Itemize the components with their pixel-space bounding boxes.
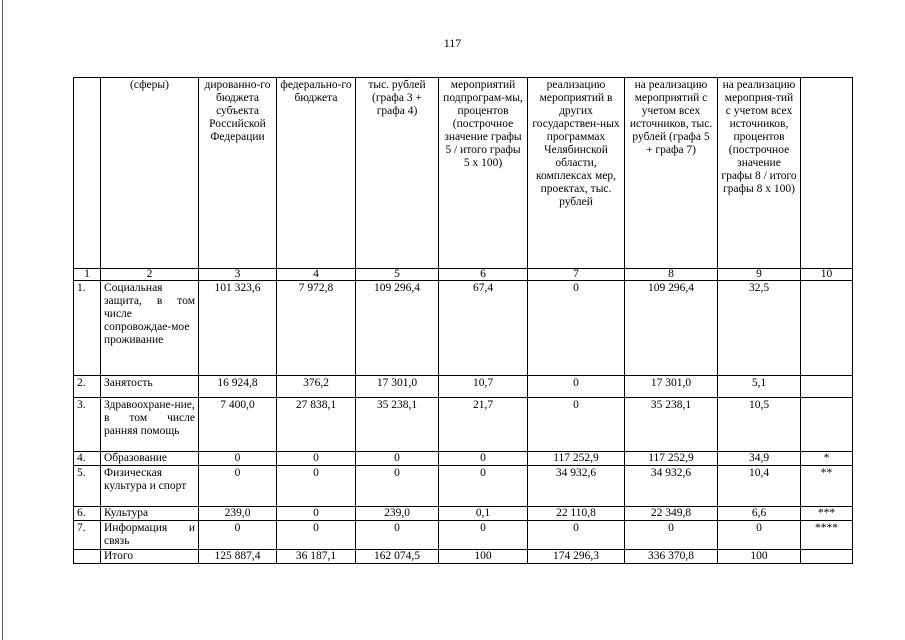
cell-all-sources-percent: 10,4 — [718, 466, 801, 507]
column-number: 1 — [74, 269, 101, 281]
cell-note: *** — [801, 507, 853, 521]
cell-total-subprogram: 0 — [356, 452, 439, 466]
cell-regional-budget: 101 323,6 — [199, 281, 277, 376]
table-row — [74, 466, 853, 507]
header-cell: на реализацию мероприятий с учетом всех источников, тыс. рублей (графа 5 + графа 7) — [625, 78, 718, 269]
row-number: 4. — [74, 452, 101, 466]
cell-other-programs: 174 296,3 — [528, 550, 625, 564]
cell-subprogram-percent: 0 — [439, 452, 528, 466]
header-cell: федерально-го бюджета — [277, 78, 356, 269]
cell-subprogram-percent: 0 — [439, 466, 528, 507]
cell-all-sources: 109 296,4 — [625, 281, 718, 376]
cell-note — [801, 376, 853, 398]
row-number: 1. — [74, 281, 101, 376]
column-number: 8 — [625, 269, 718, 281]
header-cell: на реализацию мероприя-тий с учетом всех источников, процентов (построчное значение графы 8 / итого графы 8 х 100) — [718, 78, 801, 269]
cell-subprogram-percent: 0 — [439, 521, 528, 550]
cell-federal-budget: 36 187,1 — [277, 550, 356, 564]
cell-all-sources-percent: 100 — [718, 550, 801, 564]
cell-subprogram-percent: 100 — [439, 550, 528, 564]
column-number: 4 — [277, 269, 356, 281]
cell-all-sources: 22 349,8 — [625, 507, 718, 521]
budget-table — [73, 77, 853, 564]
cell-note — [801, 550, 853, 564]
sphere-name: Занятость — [101, 376, 199, 398]
cell-total-subprogram: 109 296,4 — [356, 281, 439, 376]
cell-regional-budget: 7 400,0 — [199, 398, 277, 452]
cell-all-sources-percent: 0 — [718, 521, 801, 550]
cell-all-sources-percent: 34,9 — [718, 452, 801, 466]
cell-all-sources-percent: 10,5 — [718, 398, 801, 452]
cell-federal-budget: 7 972,8 — [277, 281, 356, 376]
cell-all-sources: 17 301,0 — [625, 376, 718, 398]
cell-note: **** — [801, 521, 853, 550]
cell-all-sources: 0 — [625, 521, 718, 550]
cell-total-subprogram: 35 238,1 — [356, 398, 439, 452]
table-row — [74, 376, 853, 398]
table-row — [74, 521, 853, 550]
table-row — [74, 281, 853, 376]
cell-other-programs: 0 — [528, 281, 625, 376]
page-number: 117 — [443, 36, 462, 50]
row-number: 6. — [74, 507, 101, 521]
column-number: 7 — [528, 269, 625, 281]
sphere-name: Здравоохране-ние, в том числе ранняя помощь — [101, 398, 199, 452]
header-cell: (сферы) — [101, 78, 199, 269]
cell-all-sources-percent: 32,5 — [718, 281, 801, 376]
cell-total-subprogram: 17 301,0 — [356, 376, 439, 398]
cell-all-sources-percent: 6,6 — [718, 507, 801, 521]
table-row — [74, 398, 853, 452]
cell-federal-budget: 0 — [277, 452, 356, 466]
page-edge-line — [2, 0, 3, 640]
column-number: 2 — [101, 269, 199, 281]
cell-all-sources: 336 370,8 — [625, 550, 718, 564]
header-row — [74, 78, 853, 269]
column-number: 5 — [356, 269, 439, 281]
cell-note — [801, 281, 853, 376]
cell-subprogram-percent: 21,7 — [439, 398, 528, 452]
cell-all-sources: 34 932,6 — [625, 466, 718, 507]
header-cell: тыс. рублей (графа 3 + графа 4) — [356, 78, 439, 269]
column-number: 10 — [801, 269, 853, 281]
sphere-name: Физическая культура и спорт — [101, 466, 199, 507]
header-cell: дированно-го бюджета субъекта Российской Федерации — [199, 78, 277, 269]
sphere-name: Итого — [101, 550, 199, 564]
cell-total-subprogram: 0 — [356, 521, 439, 550]
sphere-name: Образование — [101, 452, 199, 466]
cell-other-programs: 117 252,9 — [528, 452, 625, 466]
cell-regional-budget: 0 — [199, 521, 277, 550]
sphere-name: Информация и связь — [101, 521, 199, 550]
cell-federal-budget: 376,2 — [277, 376, 356, 398]
cell-note: ** — [801, 466, 853, 507]
cell-total-subprogram: 0 — [356, 466, 439, 507]
cell-other-programs: 0 — [528, 376, 625, 398]
cell-all-sources: 117 252,9 — [625, 452, 718, 466]
cell-federal-budget: 0 — [277, 521, 356, 550]
cell-subprogram-percent: 67,4 — [439, 281, 528, 376]
cell-other-programs: 0 — [528, 521, 625, 550]
cell-subprogram-percent: 0,1 — [439, 507, 528, 521]
cell-other-programs: 34 932,6 — [528, 466, 625, 507]
cell-regional-budget: 16 924,8 — [199, 376, 277, 398]
column-number: 6 — [439, 269, 528, 281]
row-number: 5. — [74, 466, 101, 507]
cell-federal-budget: 0 — [277, 466, 356, 507]
column-number: 3 — [199, 269, 277, 281]
cell-note: * — [801, 452, 853, 466]
cell-all-sources-percent: 5,1 — [718, 376, 801, 398]
cell-federal-budget: 27 838,1 — [277, 398, 356, 452]
row-number: 2. — [74, 376, 101, 398]
cell-other-programs: 0 — [528, 398, 625, 452]
cell-total-subprogram: 239,0 — [356, 507, 439, 521]
row-number: 7. — [74, 521, 101, 550]
cell-regional-budget: 0 — [199, 452, 277, 466]
cell-regional-budget: 0 — [199, 466, 277, 507]
column-number-row — [74, 269, 853, 281]
column-number: 9 — [718, 269, 801, 281]
row-number: 3. — [74, 398, 101, 452]
total-row — [74, 550, 853, 564]
header-cell: мероприятий подпрограм-мы, процентов (построчное значение графы 5 / итого графы 5 х 100) — [439, 78, 528, 269]
cell-other-programs: 22 110,8 — [528, 507, 625, 521]
header-cell — [801, 78, 853, 269]
table-row — [74, 452, 853, 466]
header-cell: реализацию мероприятий в других государствен-ных программах Челябинской области, комплексах мер, проектах, тыс. рублей — [528, 78, 625, 269]
sphere-name: Социальная защита, в том числе сопровождае-мое проживание — [101, 281, 199, 376]
cell-regional-budget: 239,0 — [199, 507, 277, 521]
cell-all-sources: 35 238,1 — [625, 398, 718, 452]
row-number — [74, 550, 101, 564]
sphere-name: Культура — [101, 507, 199, 521]
header-cell — [74, 78, 101, 269]
cell-regional-budget: 125 887,4 — [199, 550, 277, 564]
cell-note — [801, 398, 853, 452]
cell-subprogram-percent: 10,7 — [439, 376, 528, 398]
cell-federal-budget: 0 — [277, 507, 356, 521]
table-row — [74, 507, 853, 521]
cell-total-subprogram: 162 074,5 — [356, 550, 439, 564]
